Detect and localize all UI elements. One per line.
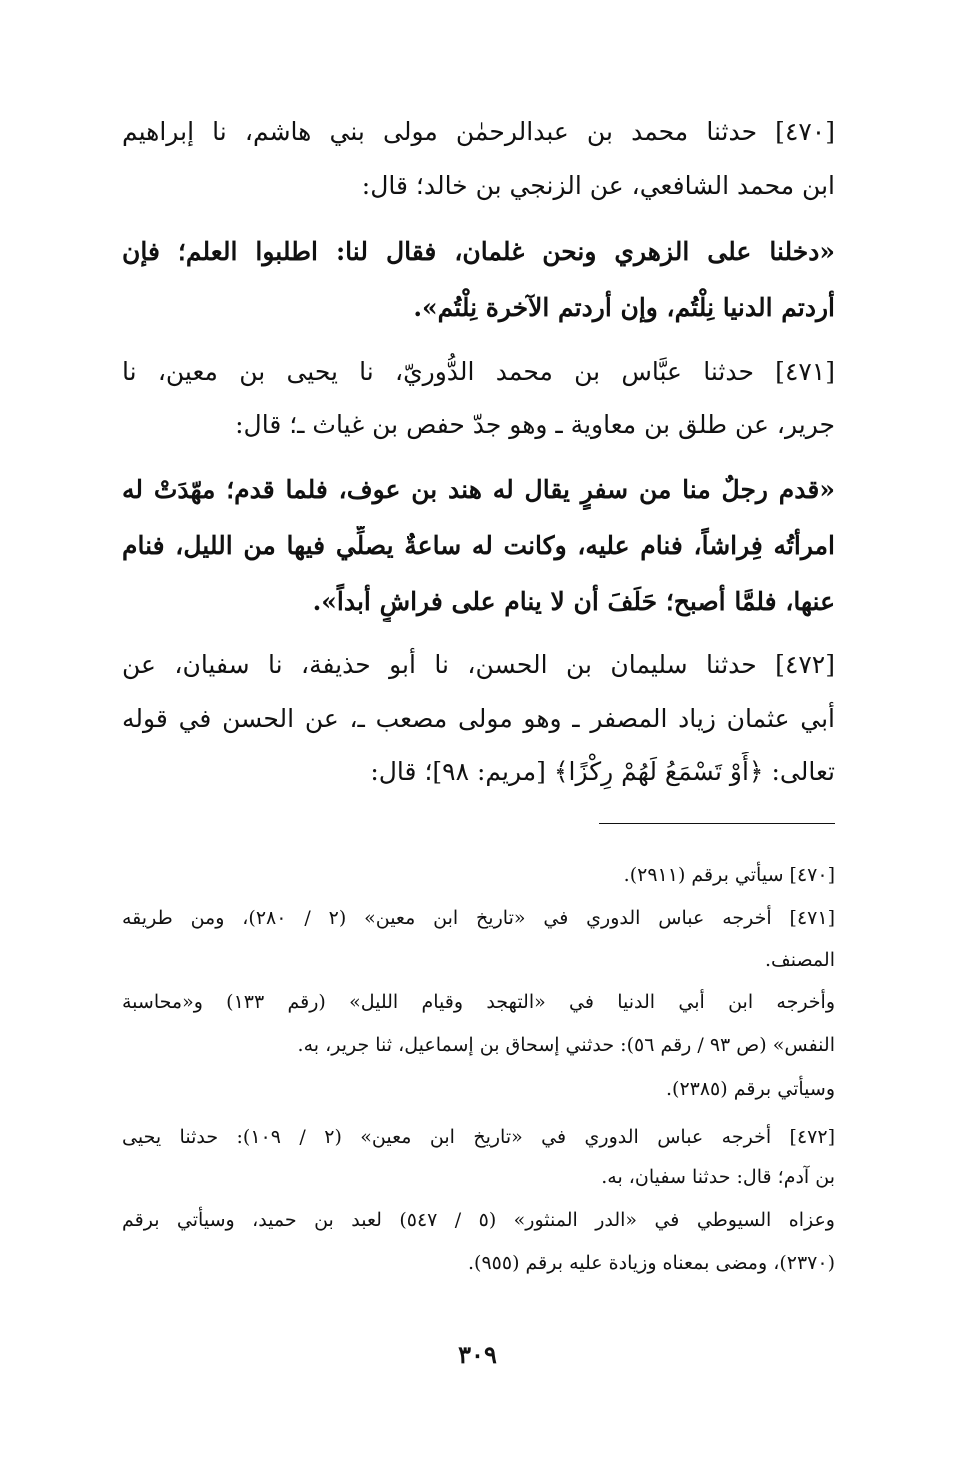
hadith-470-isnad-line-2: ابن محمد الشافعي، عن الزنجي بن خالد؛ قال: <box>361 171 835 200</box>
hadith-471-text-line-1: «قدم رجلٌ منا من سفرٍ يقال له هند بن عوف، فلما قدم؛ مهّدَتْ له <box>122 475 835 504</box>
hadith-471-text-line-2: امرأتُه فِراشاً، فنام عليه، وكانت له ساعةٌ يصلِّي فيها من الليل، فنام <box>122 531 835 560</box>
footnote-472-line-4: (٢٣٧٠)، ومضى بمعناه وزيادة عليه برقم (٩٥٥). <box>468 1252 835 1274</box>
footnote-470: [٤٧٠] سيأتي برقم (٢٩١١). <box>623 864 835 886</box>
hadith-471-isnad-line-2: جرير، عن طلق بن معاوية ـ وهو جدّ حفص بن غياث ـ؛ قال: <box>235 410 835 439</box>
footnote-471-line-1: [٤٧١] أخرجه عباس الدوري في «تاريخ ابن معين» (٢ / ٢٨٠)، ومن طريقه <box>122 907 835 929</box>
footnote-472-line-1: [٤٧٢] أخرجه عباس الدوري في «تاريخ ابن معين» (٢ / ١٠٩): حدثنا يحيى <box>122 1126 835 1148</box>
hadith-472-isnad-line-1: [٤٧٢] حدثنا سليمان بن الحسن، نا أبو حذيفة، نا سفيان، عن <box>122 650 835 679</box>
hadith-471-text-line-3: عنها، فلمَّا أصبح؛ حَلَفَ أن لا ينام على فراشٍ أبداً». <box>312 587 835 616</box>
hadith-470-text-line-2: أردتم الدنيا نِلْتُم، وإن أردتم الآخرة نِلْتُم». <box>413 293 835 322</box>
footnote-472-line-2: بن آدم؛ قال: حدثنا سفيان، به. <box>601 1166 835 1188</box>
hadith-471-isnad-line-1: [٤٧١] حدثنا عبَّاس بن محمد الدُّوريّ، نا يحيى بن معين، نا <box>122 357 835 386</box>
footnote-471-line-2: المصنف. <box>765 949 835 971</box>
hadith-470-isnad-line-1: [٤٧٠] حدثنا محمد بن عبدالرحمٰن مولى بني هاشم، نا إبراهيم <box>122 117 835 146</box>
footnote-472-line-3: وعزاه السيوطي في «الدر المنثور» (٥ / ٥٤٧) لعبد بن حميد، وسيأتي برقم <box>122 1209 835 1231</box>
hadith-472-isnad-line-3: تعالى: ﴿أَوْ تَسْمَعُ لَهُمْ رِكْزًا﴾ [مريم: ٩٨]؛ قال: <box>370 757 835 786</box>
hadith-472-isnad-line-2: أبي عثمان زياد المصفر ـ وهو مولى مصعب ـ، عن الحسن في قوله <box>122 704 835 733</box>
hadith-470-text-line-1: «دخلنا على الزهري ونحن غلمان، فقال لنا: اطلبوا العلم؛ فإن <box>122 237 835 266</box>
footnote-471-line-5: وسيأتي برقم (٢٣٨٥). <box>665 1078 835 1100</box>
footnote-471-line-3: وأخرجه ابن أبي الدنيا في «التهجد وقيام الليل» (رقم ١٣٣) و«محاسبة <box>122 991 835 1013</box>
footnote-separator <box>599 823 835 824</box>
page-number: ٣٠٩ <box>458 1340 497 1369</box>
footnote-471-line-4: النفس» (ص ٩٣ / رقم ٥٦): حدثني إسحاق بن إسماعيل، ثنا جرير، به. <box>297 1034 835 1056</box>
